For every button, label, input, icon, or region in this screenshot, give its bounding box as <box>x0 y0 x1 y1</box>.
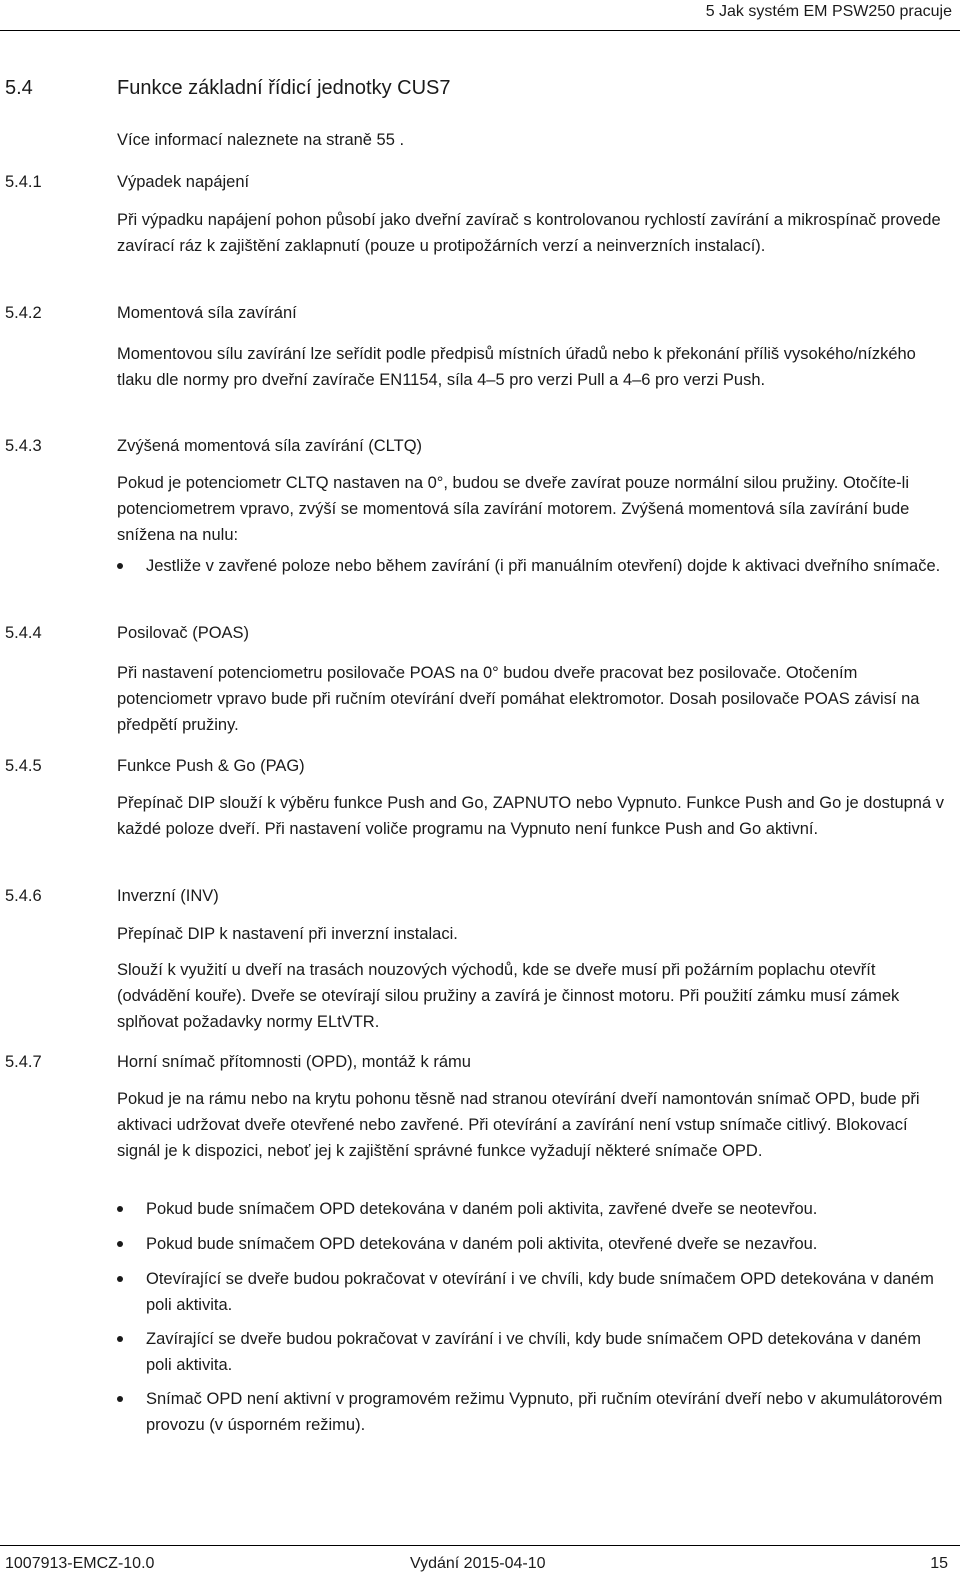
footer-issue-date: Vydání 2015-04-10 <box>410 1555 546 1572</box>
subsection-title: Momentová síla zavírání <box>117 304 297 322</box>
bullet-item <box>117 1326 949 1378</box>
paragraph: Při výpadku napájení pohon působí jako dveřní zavírač s kontrolovanou rychlostí zavírání a mikrospínač provede zavírací ráz k zajištění zaklapnutí (pouze u protipožárních verzí a neinverzních instalací). <box>117 211 941 255</box>
bullet-item <box>117 1231 949 1257</box>
subsection-number: 5.4.4 <box>5 624 42 642</box>
subsection-number: 5.4.5 <box>5 757 42 775</box>
subsection-number: 5.4.1 <box>5 173 42 191</box>
bullet-text: Snímač OPD není aktivní v programovém režimu Vypnuto, při ručním otevírání dveří nebo v akumulátorovém provozu (v úsporném režimu). <box>146 1390 943 1434</box>
paragraph: Momentovou sílu zavírání lze seřídit podle předpisů místních úřadů nebo k překonání příliš vysokého/nízkého tlaku dle normy pro dveřní zavírače EN1154, síla 4–5 pro verzi Pull a 4–6 pro verzi Push. <box>117 345 916 389</box>
subsection-title: Inverzní (INV) <box>117 887 219 905</box>
subsection-title: Funkce Push & Go (PAG) <box>117 757 305 775</box>
running-head: 5 Jak systém EM PSW250 pracuje <box>705 3 952 20</box>
footer-doc-id: 1007913-EMCZ-10.0 <box>5 1555 155 1572</box>
bullet-text: Pokud bude snímačem OPD detekována v daném poli aktivita, zavřené dveře se neotevřou. <box>146 1200 818 1218</box>
bullet-item <box>117 1266 949 1318</box>
subsection-title: Zvýšená momentová síla zavírání (CLTQ) <box>117 437 423 455</box>
page-number: 15 <box>930 1555 948 1572</box>
bullet-icon <box>117 1206 123 1212</box>
bullet-text: Zavírající se dveře budou pokračovat v zavírání i ve chvíli, kdy bude snímačem OPD detekována v daném poli aktivita. <box>146 1330 921 1374</box>
subsection-title: Horní snímač přítomnosti (OPD), montáž k rámu <box>117 1053 471 1071</box>
footer-rule <box>0 1545 960 1546</box>
bullet-item <box>117 1386 949 1438</box>
subsection-number: 5.4.6 <box>5 887 42 905</box>
paragraph: Přepínač DIP k nastavení při inverzní instalaci. <box>117 925 458 943</box>
bullet-icon <box>117 1336 123 1342</box>
section-number: 5.4 <box>5 77 33 99</box>
paragraph: Pokud je na rámu nebo na krytu pohonu těsně nad stranou otevírání dveří namontován snímač OPD, bude při aktivaci udržovat dveře otevřené nebo zavřené. Při otevírání a zavírání není vstup snímače citlivý. Blokovací signál je k dispozici, neboť jej k zajištění správné funkce vyžadují některé snímače OPD. <box>117 1090 920 1160</box>
subsection-number: 5.4.3 <box>5 437 42 455</box>
bullet-text: Otevírající se dveře budou pokračovat v otevírání i ve chvíli, kdy bude snímačem OPD detekována v daném poli aktivita. <box>146 1270 934 1314</box>
subsection-title: Posilovač (POAS) <box>117 624 250 642</box>
bullet-text: Pokud bude snímačem OPD detekována v daném poli aktivita, otevřené dveře se nezavřou. <box>146 1235 818 1253</box>
subsection-title: Výpadek napájení <box>117 173 250 191</box>
section-intro: Více informací naleznete na straně 55 . <box>117 131 405 149</box>
bullet-icon <box>117 563 123 569</box>
bullet-item <box>117 553 949 579</box>
paragraph: Slouží k využití u dveří na trasách nouzových východů, kde se dveře musí při požárním poplachu otevřít (odvádění kouře). Dveře se otevírají silou pružiny a zavírá je činnost motoru. Při použití zámku musí zámek splňovat požadavky normy ELtVTR. <box>117 961 900 1031</box>
paragraph: Pokud je potenciometr CLTQ nastaven na 0°, budou se dveře zavírat pouze normální silou pružiny. Otočíte-li potenciometrem vpravo, zvýší se momentová síla zavírání motorem. Zvýšená momentová síla zavírání bude snížena na nulu: <box>117 474 910 544</box>
header-rule <box>0 30 960 31</box>
bullet-text: Jestliže v zavřené poloze nebo během zavírání (i při manuálním otevření) dojde k aktivaci dveřního snímače. <box>146 557 941 575</box>
section-title: Funkce základní řídicí jednotky CUS7 <box>117 77 451 99</box>
bullet-item <box>117 1196 949 1222</box>
paragraph: Přepínač DIP slouží k výběru funkce Push and Go, ZAPNUTO nebo Vypnuto. Funkce Push and Go je dostupná v každé poloze dveří. Při nastavení voliče programu na Vypnuto není funkce Push and Go aktivní. <box>117 794 944 838</box>
subsection-number: 5.4.7 <box>5 1053 42 1071</box>
bullet-icon <box>117 1241 123 1247</box>
subsection-number: 5.4.2 <box>5 304 42 322</box>
bullet-icon <box>117 1396 123 1402</box>
paragraph: Při nastavení potenciometru posilovače POAS na 0° budou dveře pracovat bez posilovače. Otočením potenciometr vpravo bude při ručním otevírání dveří pomáhat elektromotor. Dosah posilovače POAS závisí na předpětí pružiny. <box>117 664 920 734</box>
bullet-icon <box>117 1276 123 1282</box>
